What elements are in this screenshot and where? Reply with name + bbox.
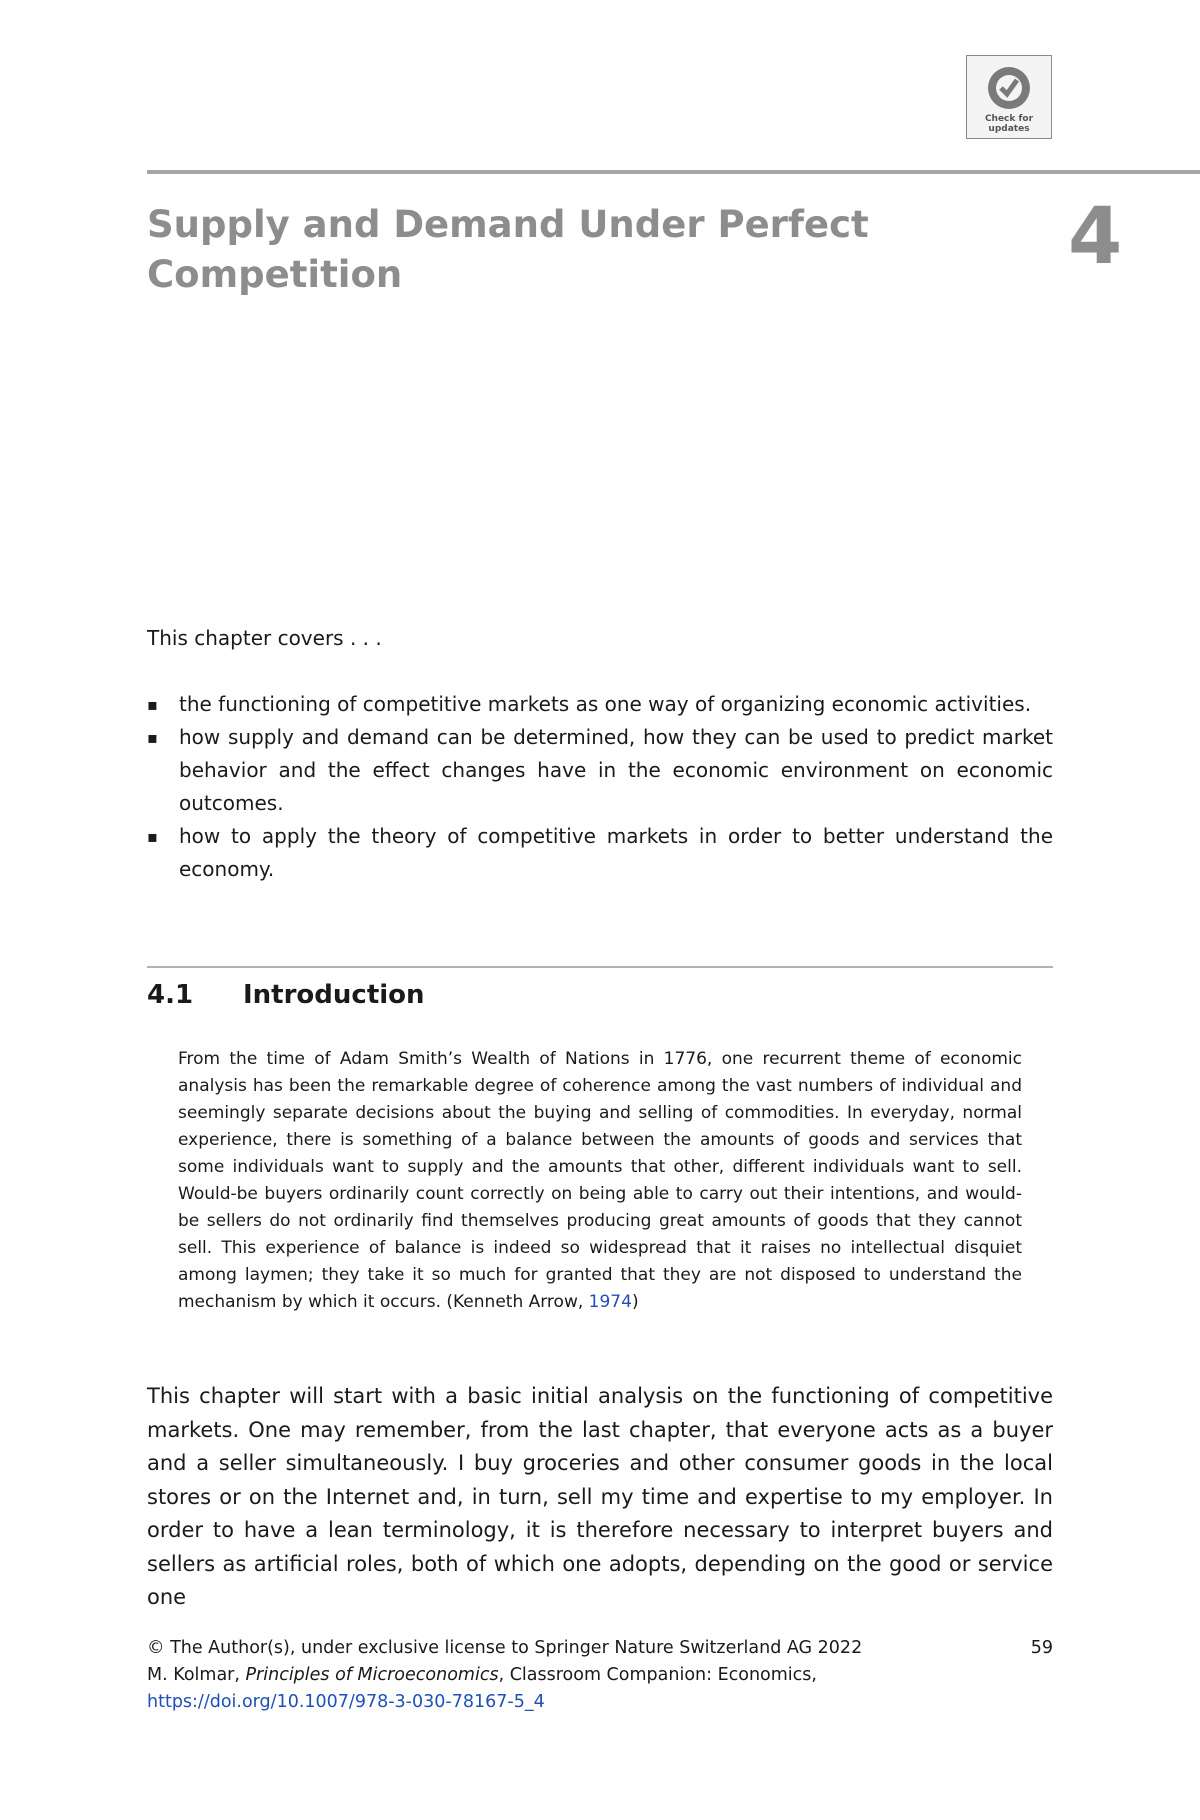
list-item-text: the functioning of competitive markets as one way of organizing economic activities. [179, 692, 1032, 716]
chapter-number: 4 [1068, 192, 1123, 282]
page-footer [147, 1635, 1053, 1716]
chapter-covers-list [147, 688, 1053, 886]
page-number: 59 [1030, 1638, 1053, 1658]
badge-label: Check for updates [984, 114, 1034, 134]
crossmark-icon [985, 64, 1033, 112]
section-title: Introduction [243, 980, 425, 1010]
copyright-line: © The Author(s), under exclusive license to Springer Nature Switzerland AG 2022 [147, 1638, 863, 1658]
citation-author: M. Kolmar, [147, 1665, 246, 1685]
body-paragraph: This chapter will start with a basic initial analysis on the functioning of competitive markets. One may remember, from the last chapter, that everyone acts as a buyer and a seller simultaneously. I buy groceries and other consumer goods in the local stores or on the Internet and, in turn, sell my time and expertise to my employer. In order to have a lean terminology, it is therefore necessary to interpret buyers and sellers as artificial roles, both of which one adopts, depending on the good or service one [147, 1384, 1053, 1609]
list-item [147, 688, 1053, 721]
quote-text: From the time of Adam Smith’s Wealth of Nations in 1776, one recurrent theme of economic analysis has been the remarkable degree of coherence among the vast numbers of individual and seemingly separate decisions about the buying and selling of commodities. In everyday, normal experience, there is something of a balance between the amounts of goods and services that some individuals want to supply and the amounts that other, different individuals want to sell. Would-be buyers ordinarily count correctly on being able to carry out their intentions, and would-be sellers do not ordinarily find themselves producing great amounts of goods that they cannot sell. This experience of balance is indeed so widespread that it raises no intellectual disquiet among laymen; they take it so much for granted that they are not disposed to understand the mechanism by which it occurs. (Kenneth Arrow, [178, 1049, 1022, 1312]
citation-series: , Classroom Companion: Economics, [498, 1665, 817, 1685]
citation-book-title: Principles of Microeconomics [245, 1665, 499, 1685]
list-item [147, 820, 1053, 886]
quote-close: ) [631, 1292, 639, 1312]
check-for-updates-badge[interactable] [966, 55, 1052, 139]
bullet-icon: ▪ [147, 728, 158, 747]
citation-year-link[interactable]: 1974 [588, 1292, 632, 1312]
bullet-icon: ▪ [147, 695, 158, 714]
section-rule [147, 966, 1053, 968]
bullet-icon: ▪ [147, 827, 158, 846]
epigraph-quote [178, 1046, 1022, 1316]
doi-link[interactable]: https://doi.org/10.1007/978-3-030-78167-5_4 [147, 1692, 545, 1712]
top-rule [147, 170, 1200, 174]
chapter-title: Supply and Demand Under Perfect Competition [147, 203, 869, 296]
list-item-text: how to apply the theory of competitive markets in order to better understand the economy. [179, 824, 1053, 881]
section-number: 4.1 [147, 980, 194, 1010]
section-heading [147, 980, 425, 1010]
covers-intro: This chapter covers . . . [147, 626, 382, 650]
list-item-text: how supply and demand can be determined, how they can be used to predict market behavior and the effect changes have in the economic environment on economic outcomes. [179, 725, 1053, 815]
list-item [147, 721, 1053, 820]
citation-line [147, 1662, 1053, 1689]
